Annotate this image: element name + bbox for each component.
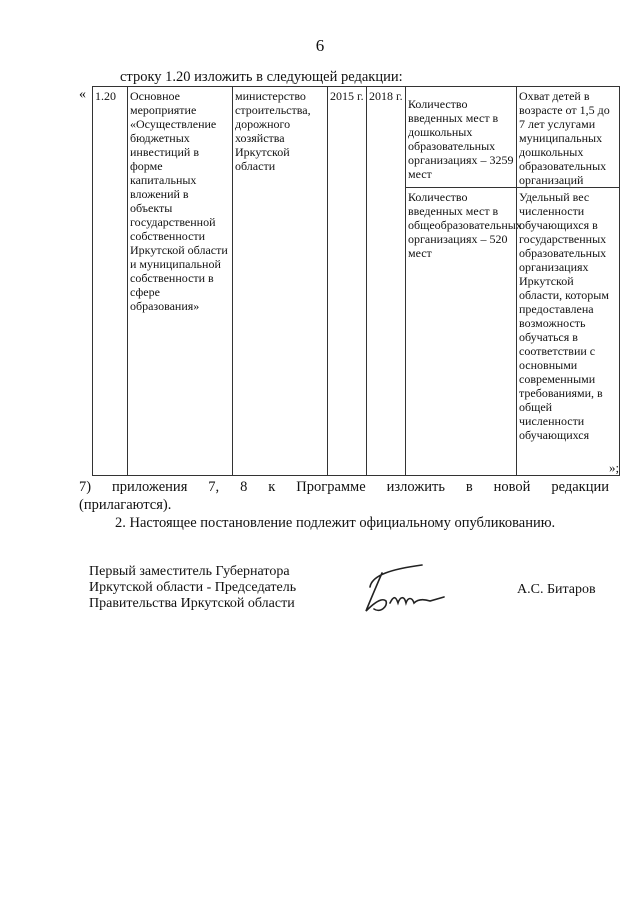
row-number: 1.20 <box>93 87 128 476</box>
result-1: Охват детей в возрасте от 1,5 до 7 лет услугами муниципальных дошкольных образовательных организаций <box>517 87 620 188</box>
measure-name: Основное мероприятие «Осуществление бюджетных инвестиций в форме капитальных вложений в объекты государственной собственности Иркутской области и муниципальной собственности в сфере образования» <box>128 87 233 476</box>
paragraph-7: 7) приложения 7, 8 к Программе изложить в новой редакции <box>79 479 609 495</box>
signatory-title-line3: Правительства Иркутской области <box>89 596 295 611</box>
signatory-title-line2: Иркутской области - Председатель <box>89 580 297 595</box>
program-table <box>92 86 620 476</box>
result-2: Удельный вес численности обучающихся в государственных образовательных организациях Иркутской области, которым предоставлена возможность обучаться в соответствии с основными современными требованиями, в общей численности обучающихся <box>517 188 620 476</box>
table-row <box>93 87 620 188</box>
intro-text: строку 1.20 изложить в следующей редакции: <box>120 69 403 85</box>
indicator-1 <box>406 87 517 188</box>
handwritten-signature <box>352 557 452 619</box>
paragraph-2: 2. Настоящее постановление подлежит официальному опубликованию. <box>115 515 556 531</box>
indicator-2: Количество введенных мест в общеобразовательных организациях – 520 мест <box>406 188 517 476</box>
indicator-1-text: Количество введенных мест в дошкольных образовательных организациях – 3259 мест <box>408 97 514 181</box>
executor: министерство строительства, дорожного хозяйства Иркутской области <box>233 87 328 476</box>
opening-quote: « <box>79 87 86 102</box>
start-year: 2015 г. <box>328 87 367 476</box>
signatory-title <box>89 564 296 612</box>
signatory-name: А.С. Битаров <box>517 582 596 597</box>
paragraph-7-continuation: (прилагаются). <box>79 497 172 513</box>
closing-quote: »; <box>609 460 620 475</box>
page-number: 6 <box>315 36 325 55</box>
signatory-title-line1: Первый заместитель Губернатора <box>89 564 290 579</box>
end-year: 2018 г. <box>367 87 406 476</box>
